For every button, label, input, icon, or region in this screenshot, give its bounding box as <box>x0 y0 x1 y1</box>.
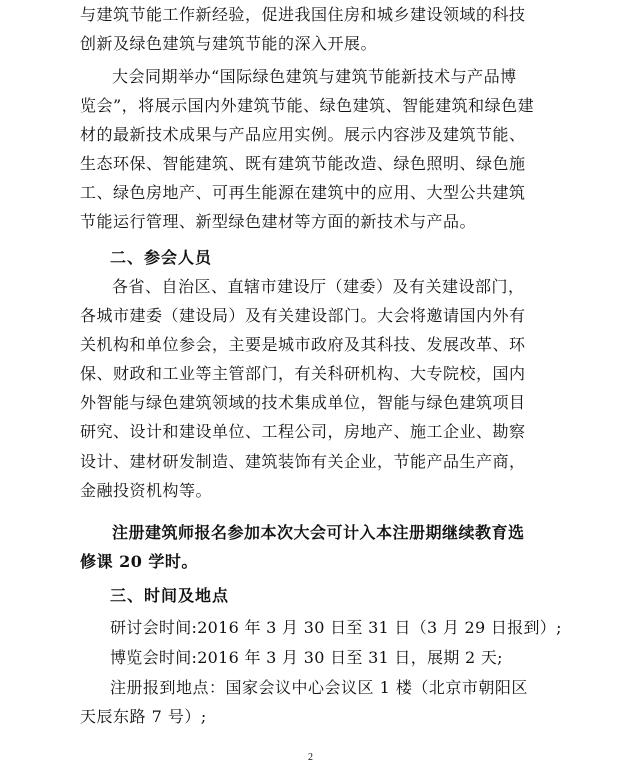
text-line: 注册报到地点：国家会议中心会议区 1 楼（北京市朝阳区 <box>110 678 528 697</box>
text-line: 材的最新技术成果与产品应用实例。展示内容涉及建筑节能、 <box>80 125 526 145</box>
text-line: 金融投资机构等。 <box>80 480 213 500</box>
text-line: 保、财政和工业等主管部门，有关科研机构、大专院校，国内 <box>80 364 526 384</box>
text-line: 各城市建委（建设局）及有关建设部门。大会将邀请国内外有 <box>80 306 526 326</box>
venue-address <box>80 673 554 731</box>
paragraph-participants <box>80 272 554 505</box>
text-line: 工、绿色房地产、可再生能源在建筑中的应用、大型公共建筑 <box>80 183 526 203</box>
text-line: 创新及绿色建筑与建筑节能的深入开展。 <box>80 34 378 54</box>
text-line: 节能运行管理、新型绿色建材等方面的新技术与产品。 <box>80 212 477 232</box>
text-line: 研究、设计和建设单位、工程公司，房地产、施工企业、勘察 <box>80 422 526 442</box>
paragraph-intro-continued <box>80 0 554 58</box>
section-heading-participants: 二、参会人员 <box>110 248 213 267</box>
section-heading-time-venue: 三、时间及地点 <box>110 586 230 605</box>
cpd-credit-note <box>80 518 554 576</box>
text-line: 各省、自治区、直辖市建设厅（建委）及有关建设部门， <box>112 277 525 296</box>
text-line: 关机构和单位参会，主要是城市政府及其科技、发展改革、环 <box>80 335 526 355</box>
text-line: 与建筑节能工作新经验，促进我国住房和城乡建设领域的科技 <box>80 5 526 24</box>
text-line: 生态环保、智能建筑、既有建筑节能改造、绿色照明、绿色施 <box>80 154 526 174</box>
paragraph-expo <box>80 62 554 237</box>
page-number: 2 <box>308 752 313 763</box>
text-line: 修课 20 学时。 <box>80 552 198 572</box>
text-line: 注册建筑师报名参加本次大会可计入本注册期继续教育选 <box>112 523 525 542</box>
text-line: 览会”，将展示国内外建筑节能、绿色建筑、智能建筑和绿色建 <box>80 96 535 116</box>
seminar-time: 研讨会时间:2016 年 3 月 30 日至 31 日（3 月 29 日报到）; <box>110 618 562 637</box>
expo-time: 博览会时间:2016 年 3 月 30 日至 31 日，展期 2 天; <box>110 648 503 667</box>
text-line: 大会同期举办“国际绿色建筑与建筑节能新技术与产品博 <box>112 67 517 86</box>
text-line: 天辰东路 7 号）; <box>80 707 207 727</box>
text-line: 设计、建材研发制造、建筑装饰有关企业，节能产品生产商， <box>80 451 526 471</box>
text-line: 外智能与绿色建筑领域的技术集成单位，智能与绿色建筑项目 <box>80 393 526 413</box>
